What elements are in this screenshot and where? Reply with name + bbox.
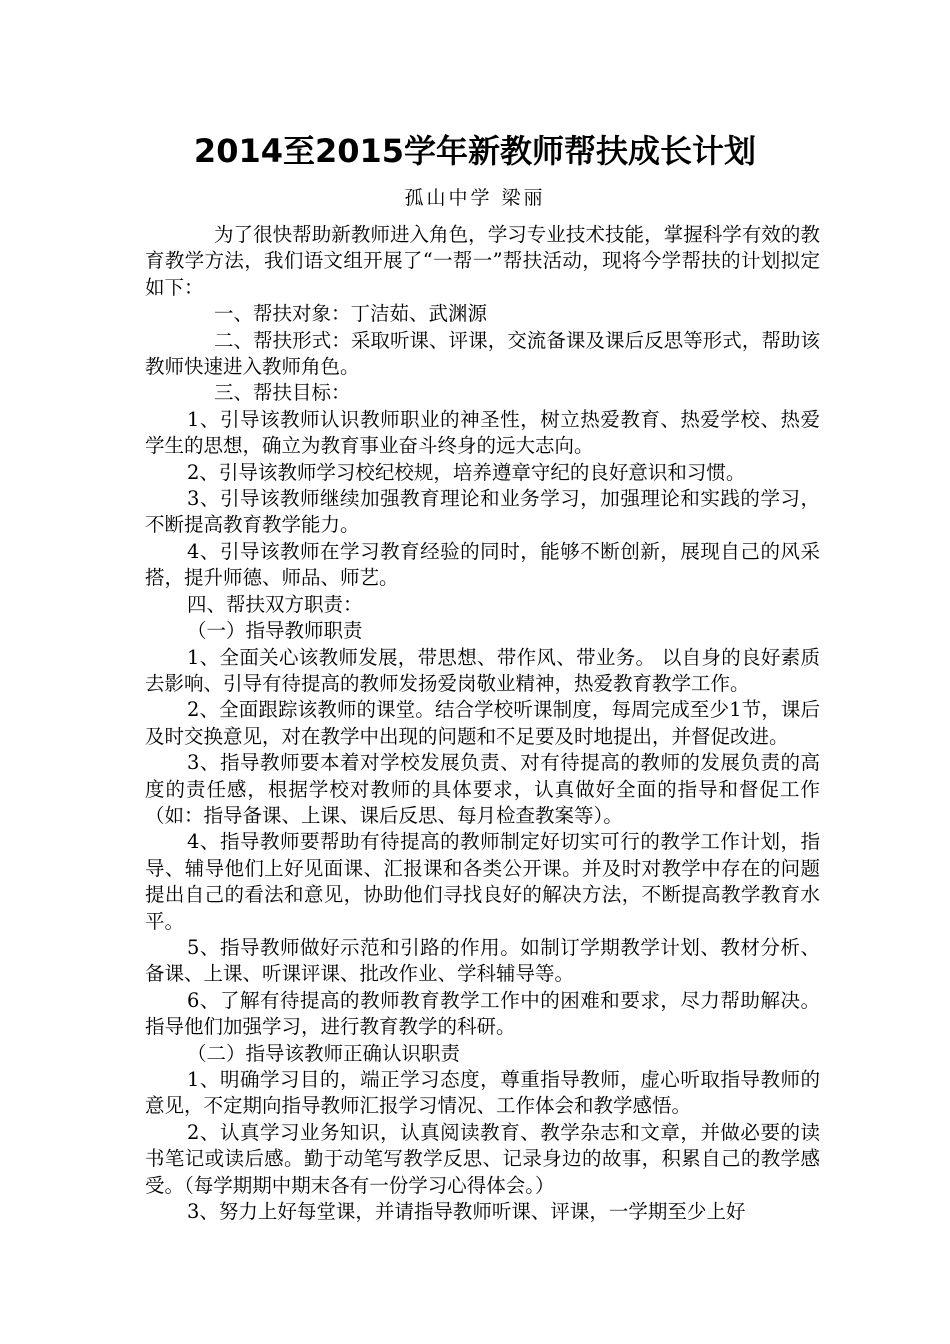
paragraph: 1、全面关心该教师发展，带思想、带作风、带业务。 以自身的良好素质去影响、引导有待提高的教师发扬爱岗敬业精神，热爱教育教学工作。	[145, 645, 820, 695]
paragraph: 一、帮扶对象：丁洁茹、武渊源	[214, 302, 488, 326]
document-body	[145, 222, 820, 1225]
paragraph: 四、帮扶双方职责：	[187, 592, 363, 616]
paragraph: 三、帮扶目标：	[214, 381, 351, 405]
paragraph: （二）指导该教师正确认识职责	[187, 1041, 461, 1065]
paragraph: 2、认真学习业务知识，认真阅读教育、教学杂志和文章，并做必要的读书笔记或读后感。勤于动笔写教学反思、记录身边的故事，积累自己的教学感受。（每学期期中期末各有一份学习心得体会。）	[145, 1120, 820, 1197]
paragraph: 1、引导该教师认识教师职业的神圣性，树立热爱教育、热爱学校、热爱学生的思想，确立为教育事业奋斗终身的远大志向。	[145, 407, 820, 458]
paragraph: 5、指导教师做好示范和引路的作用。如制订学期教学计划、教材分析、备课、上课、听课评课、批改作业、学科辅导等。	[145, 935, 820, 986]
paragraph: 6、了解有待提高的教师教育教学工作中的困难和要求，尽力帮助解决。指导他们加强学习，进行教育教学的科研。	[145, 988, 820, 1039]
paragraph: 2、全面跟踪该教师的课堂。结合学校听课制度，每周完成至少1节，课后及时交换意见，对在教学中出现的问题和不足要及时地提出，并督促改进。	[145, 698, 820, 748]
document-author: 孤山中学 梁丽	[404, 187, 546, 209]
paragraph: 2、引导该教师学习校纪校规，培养遵章守纪的良好意识和习惯。	[187, 460, 746, 484]
paragraph: 3、努力上好每堂课，并请指导教师听课、评课，一学期至少上好	[187, 1200, 746, 1224]
paragraph: 3、引导该教师继续加强教育理论和业务学习，加强理论和实践的学习，不断提高教育教学能力。	[145, 487, 820, 537]
paragraph: 二、帮扶形式：采取听课、评课，交流备课及课后反思等形式，帮助该教师快速进入教师角色。	[145, 328, 820, 379]
document-title: 2014至2015学年新教师帮扶成长计划	[193, 132, 757, 170]
paragraph: 4、引导该教师在学习教育经验的同时，能够不断创新，展现自己的风采搭，提升师德、师品、师艺。	[145, 539, 820, 590]
paragraph: 3、指导教师要本着对学校发展负责、对有待提高的教师的发展负责的高度的责任感，根据学校对教师的具体要求，认真做好全面的指导和督促工作（如：指导备课、上课、课后反思、每月检查教案等）。	[145, 751, 820, 827]
paragraph: 4、指导教师要帮助有待提高的教师制定好切实可行的教学工作计划，指导、辅导他们上好见面课、汇报课和各类公开课。并及时对教学中存在的问题提出自己的看法和意见，协助他们寻找良好的解决方法，不断提高教学教育水平。	[145, 830, 820, 933]
paragraph: （一）指导教师职责	[187, 619, 363, 643]
paragraph: 1、明确学习目的，端正学习态度，尊重指导教师，虚心听取指导教师的意见，不定期向指导教师汇报学习情况、工作体会和教学感悟。	[145, 1068, 820, 1118]
paragraph: 为了很快帮助新教师进入角色，学习专业技术技能，掌握科学有效的教育教学方法，我们语文组开展了“一帮一”帮扶活动，现将今学帮扶的计划拟定如下：	[145, 223, 820, 299]
